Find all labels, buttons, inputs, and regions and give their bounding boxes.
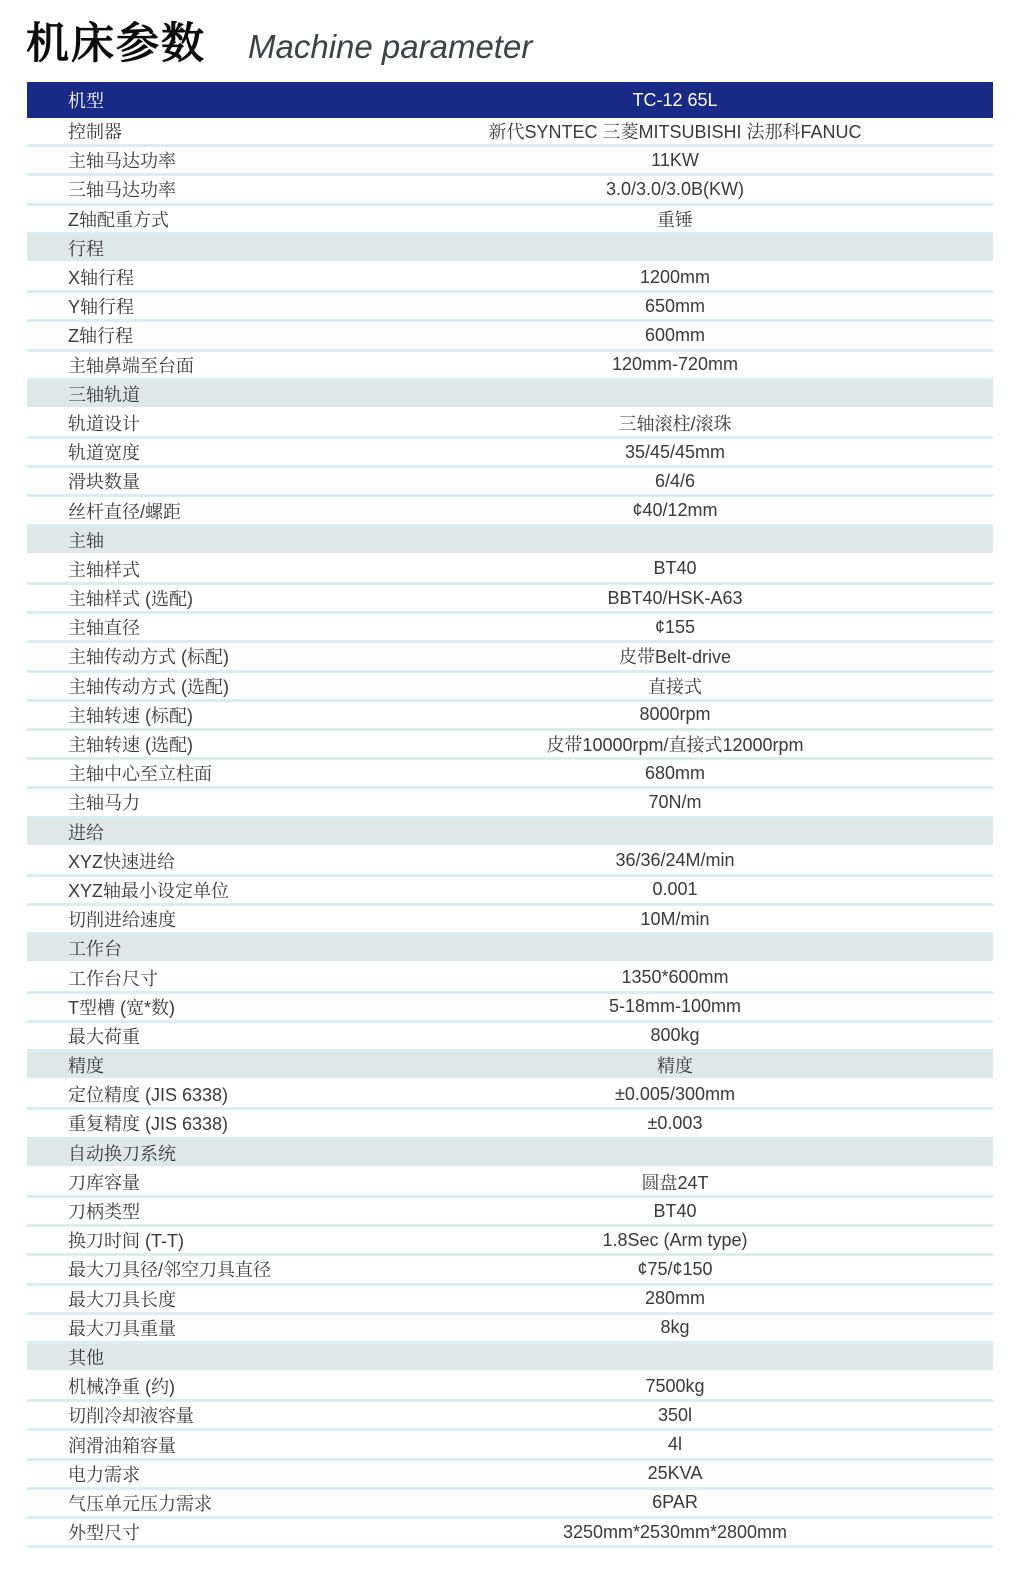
row-value: BBT40/HSK-A63 (607, 587, 743, 608)
table-row (27, 643, 993, 672)
row-value: 直接式 (648, 676, 702, 697)
page-subtitle: Machine parameter (248, 28, 533, 65)
section-row (27, 527, 993, 556)
table-row (27, 206, 993, 235)
row-value: 精度 (657, 1056, 693, 1077)
row-label: 主轴传动方式 (标配) (68, 647, 229, 668)
row-value: ±0.005/300mm (615, 1083, 735, 1104)
row-value: ¢155 (654, 616, 696, 637)
row-value: 5-18mm-100mm (608, 996, 742, 1017)
section-row (27, 1344, 993, 1373)
row-value: 25KVA (647, 1463, 703, 1484)
row-value: 8000rpm (639, 704, 711, 725)
row-value: 11KW (651, 149, 699, 170)
row-label: 其他 (68, 1347, 104, 1368)
row-label: 主轴样式 (68, 559, 140, 580)
row-label: 进给 (68, 822, 104, 843)
table-row (27, 702, 993, 731)
table-row (27, 1256, 993, 1285)
row-value: 1.8Sec (Arm type) (602, 1229, 748, 1250)
table-row (27, 1431, 993, 1460)
row-label: 刀柄类型 (68, 1202, 140, 1223)
row-label: 外型尺寸 (68, 1523, 140, 1544)
table-row (27, 614, 993, 643)
row-value: 3.0/3.0/3.0B(KW) (605, 178, 745, 199)
table-row (27, 556, 993, 585)
row-label: 最大刀具长度 (68, 1289, 176, 1310)
row-value: 圆盘24T (641, 1172, 709, 1193)
row-value: 皮带Belt-drive (618, 647, 732, 668)
row-value: 6PAR (652, 1492, 698, 1513)
row-value: 三轴滚柱/滚珠 (618, 413, 732, 434)
row-value: 0.001 (652, 879, 698, 900)
row-value: ±0.003 (647, 1112, 703, 1133)
table-row (27, 1315, 993, 1344)
row-label: 重复精度 (JIS 6338) (68, 1114, 229, 1135)
section-row (27, 381, 993, 410)
row-value: 4l (667, 1434, 682, 1455)
table-row (27, 1519, 993, 1548)
row-value: 70N/m (648, 791, 702, 812)
row-label: 主轴马达功率 (68, 151, 176, 172)
section-row (27, 235, 993, 264)
table-row (27, 1402, 993, 1431)
row-value: 35/45/45mm (624, 441, 726, 462)
table-row (27, 877, 993, 906)
row-label: 换刀时间 (T-T) (68, 1231, 184, 1252)
row-value: 3250mm*2530mm*2800mm (562, 1521, 788, 1542)
row-value: 650mm (644, 295, 706, 316)
table-row (27, 468, 993, 497)
row-label: 润滑油箱容量 (68, 1435, 176, 1456)
row-label: 机械净重 (约) (68, 1377, 175, 1398)
row-value: 600mm (644, 324, 706, 345)
model-label: 机型 (68, 91, 104, 111)
table-row (27, 264, 993, 293)
table-row (27, 176, 993, 205)
section-row (27, 1052, 993, 1081)
row-value: 350l (657, 1404, 693, 1425)
row-value: 280mm (644, 1288, 706, 1309)
page-title: 机床参数 (26, 20, 206, 68)
row-value: BT40 (653, 1200, 697, 1221)
row-value: 7500kg (645, 1375, 705, 1396)
row-value: 6/4/6 (654, 470, 696, 491)
table-row (27, 497, 993, 526)
table-row (27, 994, 993, 1023)
row-label: 三轴轨道 (68, 384, 140, 405)
row-value: 36/36/24M/min (615, 850, 735, 871)
table-row (27, 322, 993, 351)
row-value: ¢75/¢150 (637, 1258, 713, 1279)
row-label: 工作台 (68, 939, 122, 960)
row-value: 10M/min (640, 908, 710, 929)
row-label: XYZ快速进给 (68, 851, 176, 872)
row-value: 120mm-720mm (611, 354, 739, 375)
table-header-row (27, 82, 993, 118)
table-row (27, 1373, 993, 1402)
row-label: 切削进给速度 (68, 910, 176, 931)
row-label: 主轴转速 (选配) (68, 735, 193, 756)
row-value: 1200mm (639, 266, 711, 287)
row-value: 8kg (660, 1317, 690, 1338)
model-value: TC-12 65L (632, 89, 718, 110)
table-row (27, 1198, 993, 1227)
row-label: Y轴行程 (68, 297, 135, 318)
row-label: 主轴 (68, 530, 104, 551)
row-label: 最大刀具重量 (68, 1318, 176, 1339)
table-row (27, 293, 993, 322)
row-label: X轴行程 (68, 268, 135, 289)
table-row (27, 410, 993, 439)
section-row (27, 819, 993, 848)
row-label: 主轴中心至立柱面 (68, 764, 212, 785)
row-label: 控制器 (68, 122, 122, 143)
row-label: 最大刀具径/邻空刀具直径 (68, 1260, 271, 1281)
row-label: 自动换刀系统 (68, 1143, 176, 1164)
section-row (27, 1140, 993, 1169)
row-label: Z轴行程 (68, 326, 133, 347)
row-label: 主轴传动方式 (选配) (68, 676, 229, 697)
table-row (27, 439, 993, 468)
table-row (27, 585, 993, 614)
row-label: 轨道宽度 (68, 443, 140, 464)
table-row (27, 147, 993, 176)
row-value: BT40 (653, 558, 697, 579)
table-row (27, 906, 993, 935)
table-row (27, 1490, 993, 1519)
table-row (27, 1023, 993, 1052)
row-label: 精度 (68, 1056, 104, 1077)
table-body (27, 118, 993, 1548)
row-label: 刀库容量 (68, 1172, 140, 1193)
row-label: Z轴配重方式 (68, 209, 169, 230)
row-label: 切削冷却液容量 (68, 1406, 194, 1427)
table-row (27, 1169, 993, 1198)
section-row (27, 935, 993, 964)
table-row (27, 352, 993, 381)
table-row (27, 118, 993, 147)
row-label: XYZ轴最小设定单位 (68, 880, 230, 901)
row-label: 主轴马力 (68, 793, 140, 814)
table-row (27, 1461, 993, 1490)
table-row (27, 731, 993, 760)
row-label: T型槽 (宽*数) (68, 997, 175, 1018)
row-value: 重锤 (657, 209, 693, 230)
table-row (27, 789, 993, 818)
table-row (27, 1286, 993, 1315)
row-label: 三轴马达功率 (68, 180, 176, 201)
table-row (27, 1081, 993, 1110)
table-row (27, 848, 993, 877)
row-value: 新代SYNTEC 三菱MITSUBISHI 法那科FANUC (488, 122, 862, 143)
row-label: 电力需求 (68, 1464, 140, 1485)
table-row (27, 673, 993, 702)
row-label: 定位精度 (JIS 6338) (68, 1085, 229, 1106)
row-value: ¢40/12mm (632, 500, 718, 521)
table-row (27, 760, 993, 789)
row-label: 主轴直径 (68, 618, 140, 639)
row-label: 最大荷重 (68, 1026, 140, 1047)
row-label: 工作台尺寸 (68, 968, 158, 989)
row-label: 滑块数量 (68, 472, 140, 493)
row-value: 皮带10000rpm/直接式12000rpm (546, 735, 804, 756)
row-label: 主轴鼻端至台面 (68, 355, 194, 376)
row-value: 1350*600mm (621, 967, 729, 988)
row-label: 轨道设计 (68, 413, 140, 434)
table-row (27, 1227, 993, 1256)
row-label: 主轴转速 (标配) (68, 705, 193, 726)
row-label: 丝杆直径/螺距 (68, 501, 182, 522)
row-label: 行程 (68, 238, 104, 259)
row-label: 主轴样式 (选配) (68, 589, 193, 610)
row-value: 680mm (644, 762, 706, 783)
spec-table (27, 82, 993, 1548)
row-label: 气压单元压力需求 (68, 1493, 212, 1514)
table-row (27, 1110, 993, 1139)
page-header (26, 10, 1026, 66)
table-row (27, 964, 993, 993)
row-value: 800kg (650, 1025, 700, 1046)
